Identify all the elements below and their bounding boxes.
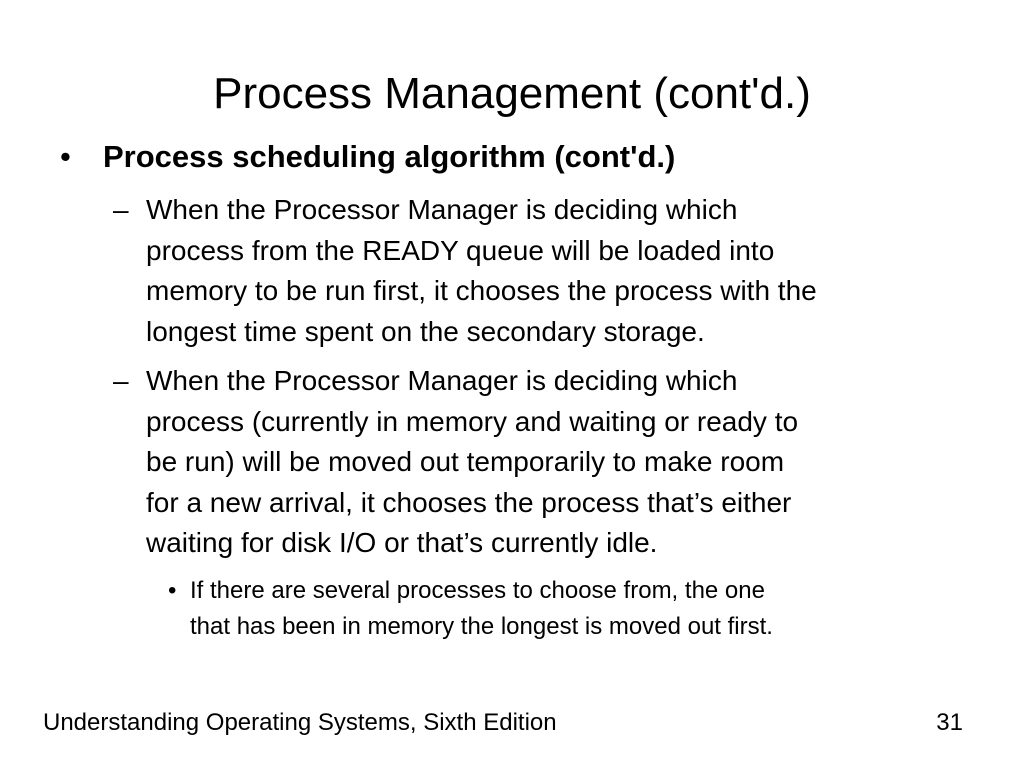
bullet-marker: • (168, 577, 177, 604)
text-line: for a new arrival, it chooses the process that’s either (146, 486, 792, 518)
text-line: process (currently in memory and waiting or ready to (146, 405, 799, 437)
bullet-text: Process scheduling algorithm (cont'd.) (103, 139, 676, 174)
text-line: longest time spent on the secondary storage. (146, 315, 705, 347)
sub-sub-item-text (190, 573, 968, 645)
sub-item-text (146, 361, 973, 564)
bullet-marker: • (60, 139, 71, 174)
sub-item-text (146, 190, 973, 352)
slide-title: Process Management (cont'd.) (213, 69, 811, 118)
text-line: process from the READY queue will be loaded into (146, 234, 775, 266)
text-line: When the Processor Manager is deciding which (146, 194, 738, 225)
text-line: memory to be run first, it chooses the process with the (146, 275, 817, 306)
text-line: waiting for disk I/O or that’s currently idle. (146, 527, 658, 558)
text-line: that has been in memory the longest is moved out first. (190, 613, 773, 640)
text-line: be run) will be moved out temporarily to make room (146, 446, 785, 477)
dash-marker: – (113, 365, 129, 396)
text-line: When the Processor Manager is deciding which (146, 365, 738, 396)
footer-book-title: Understanding Operating Systems, Sixth Edition (43, 709, 557, 736)
text-line: If there are several processes to choose from, the one (190, 577, 765, 604)
footer-page-number: 31 (936, 709, 963, 736)
dash-marker: – (113, 194, 129, 225)
